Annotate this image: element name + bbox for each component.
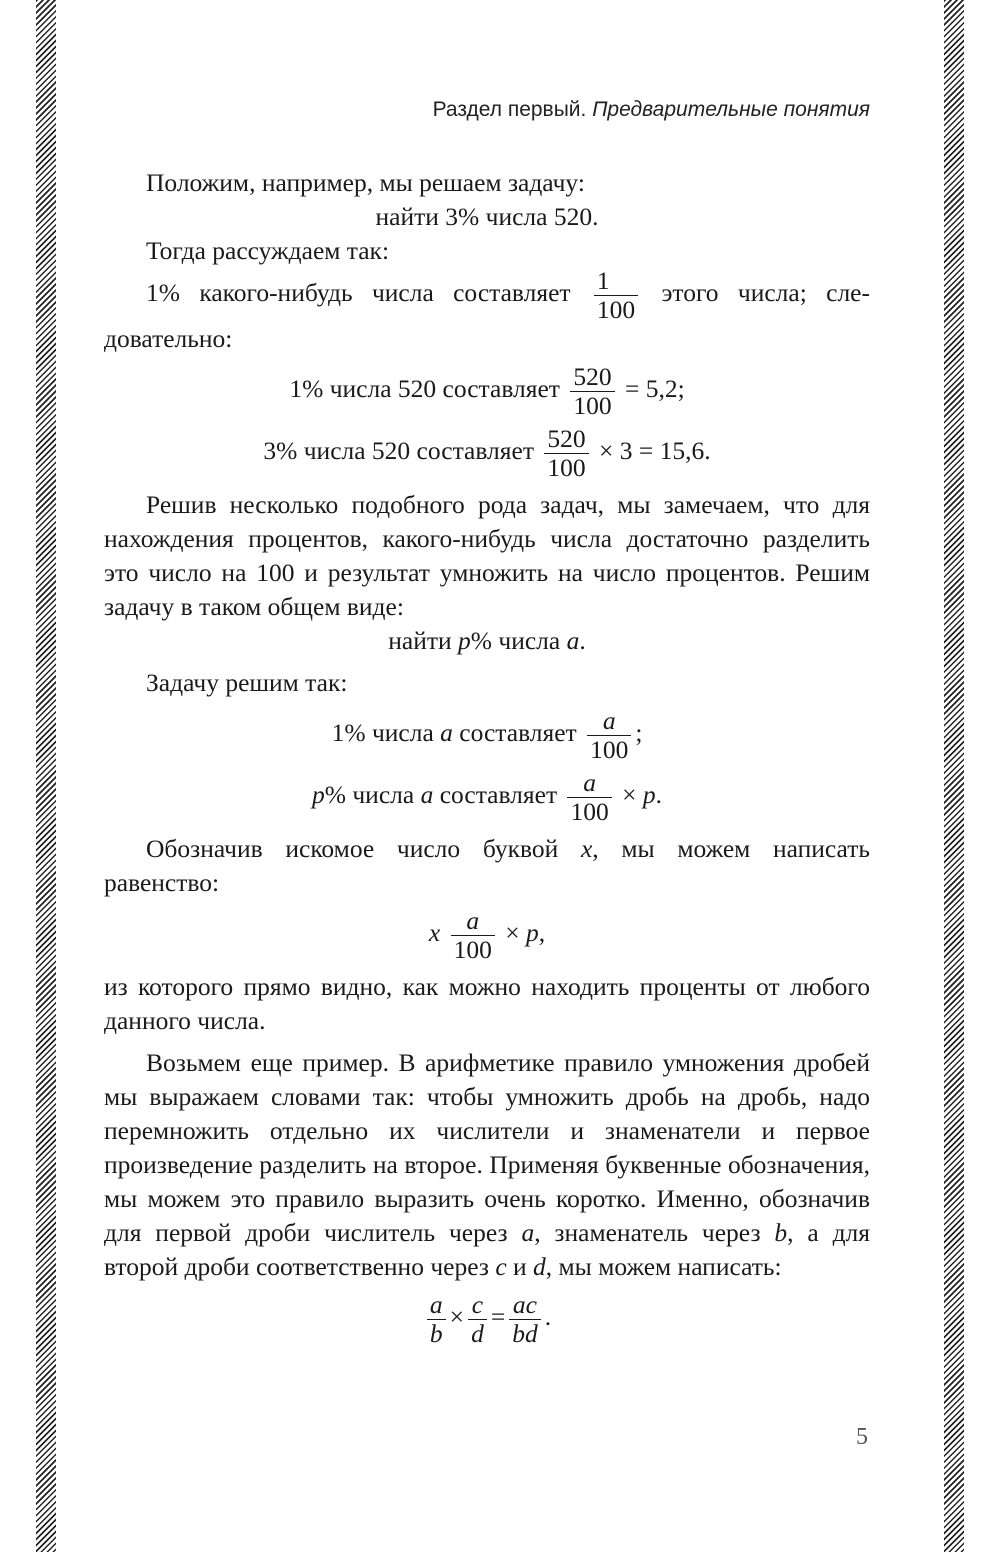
equation-1-fraction bbox=[570, 364, 614, 418]
paragraph-6-b: , мы можем написать равенство: bbox=[104, 834, 870, 897]
fraction-numerator: a bbox=[427, 1292, 446, 1320]
equation-3-fraction bbox=[587, 708, 631, 762]
fraction-denominator: 100 bbox=[547, 452, 586, 482]
page-body bbox=[104, 166, 870, 1346]
equation-3 bbox=[104, 708, 870, 762]
paragraph-3 bbox=[104, 268, 870, 322]
fraction-denominator: 100 bbox=[596, 294, 636, 324]
variable-a: a bbox=[521, 1218, 535, 1247]
fraction-1-100 bbox=[594, 268, 638, 322]
fraction-numerator: 520 bbox=[570, 364, 614, 392]
fraction-numerator: c bbox=[468, 1292, 487, 1320]
times-sign: × bbox=[449, 1301, 465, 1331]
task-2-end: . bbox=[579, 626, 586, 655]
fraction-numerator: 520 bbox=[544, 426, 588, 454]
variable-x: x bbox=[428, 917, 441, 947]
equation-3-left: 1% числа bbox=[331, 717, 441, 747]
page-number: 5 bbox=[856, 1424, 868, 1450]
variable-a: a bbox=[566, 626, 580, 655]
paragraph-3-line-2: довательно: bbox=[104, 324, 233, 353]
fraction-numerator: a bbox=[587, 708, 631, 736]
task-1: найти 3% числа 520. bbox=[375, 202, 599, 231]
equation-5 bbox=[104, 908, 870, 962]
fraction-denominator: 100 bbox=[570, 796, 609, 826]
paragraph-7: из которого прямо видно, как можно находить проценты от любого данного числа. bbox=[104, 972, 870, 1035]
fraction-numerator: a bbox=[567, 770, 611, 798]
paragraph-4: Решив несколько подобного рода задач, мы замечаем, что для нахождения процентов, какого-нибудь числа достаточно разделить это число на 100 и результат умножить на число процентов. Решим задачу в таком общем виде: bbox=[104, 490, 870, 621]
paragraph-3-end: этого числа; сле- bbox=[661, 277, 870, 307]
fraction-numerator: 1 bbox=[594, 268, 638, 296]
variable-d: d bbox=[533, 1252, 546, 1281]
equation-5-right: × bbox=[505, 917, 526, 947]
equation-6-end: . bbox=[544, 1301, 552, 1331]
equation-3-right: ; bbox=[635, 717, 643, 747]
equation-4-right: × bbox=[622, 779, 643, 809]
paragraph-8-c: , а для второй дроби соответственно через bbox=[104, 1218, 871, 1281]
equation-2-left: 3% числа 520 составляет bbox=[263, 435, 534, 465]
equation-4-fraction bbox=[567, 770, 611, 824]
equation-4-left: % числа bbox=[324, 779, 421, 809]
equation-1 bbox=[104, 364, 870, 418]
variable-p: p bbox=[311, 779, 325, 809]
equals-sign: = bbox=[490, 1301, 506, 1331]
task-2 bbox=[104, 624, 870, 658]
running-header bbox=[433, 98, 870, 122]
paragraph-3-start: 1% какого-нибудь числа составляет bbox=[146, 277, 571, 307]
fraction-denominator: 100 bbox=[453, 934, 492, 964]
variable-a: a bbox=[440, 717, 453, 747]
paragraph-5: Задачу решим так: bbox=[146, 668, 348, 697]
fraction-denominator: b bbox=[429, 1318, 443, 1348]
fraction-denominator: 100 bbox=[573, 390, 612, 420]
equation-5-fraction bbox=[451, 908, 495, 962]
task-2-text-a: найти bbox=[388, 626, 459, 655]
equation-6 bbox=[104, 1292, 870, 1346]
task-2-text-b: % числа bbox=[470, 626, 567, 655]
variable-x: x bbox=[580, 834, 593, 863]
header-chapter: Предварительные понятия bbox=[592, 98, 870, 121]
variable-b: b bbox=[774, 1218, 788, 1247]
fraction-numerator: ac bbox=[509, 1292, 541, 1320]
paragraph-6-a: Обозначив искомое число буквой bbox=[146, 834, 581, 863]
variable-c: c bbox=[495, 1252, 507, 1281]
variable-a: a bbox=[420, 779, 434, 809]
left-decorative-border bbox=[36, 0, 56, 1552]
header-section: Раздел первый. bbox=[432, 98, 587, 121]
paragraph-8-a: Возьмем еще пример. В арифметике правило умножения дробей мы выражаем словами так: чтобы умножить дробь на дробь, надо перемножить отдельно их числители и знаменатели и первое произведение разделить на второе. Применяя буквенные обозначения, мы можем это правило выразить очень коротко. Именно, обозначив для первой дроби числитель через bbox=[104, 1048, 870, 1247]
variable-p: p bbox=[458, 626, 471, 655]
variable-p: p bbox=[642, 779, 656, 809]
paragraph-8-e: , мы можем написать: bbox=[545, 1252, 782, 1281]
paragraph-8-d: и bbox=[506, 1252, 534, 1281]
equation-2 bbox=[104, 426, 870, 480]
paragraph-8 bbox=[104, 1046, 870, 1284]
equation-6-fraction-c-d bbox=[468, 1292, 487, 1346]
equation-1-right: = 5,2; bbox=[624, 373, 685, 403]
right-decorative-border bbox=[944, 0, 964, 1552]
paragraph-1: Положим, например, мы решаем задачу: bbox=[146, 168, 585, 197]
equation-6-fraction-a-b bbox=[427, 1292, 446, 1346]
equation-4 bbox=[104, 770, 870, 824]
equation-4-mid: составляет bbox=[433, 779, 558, 809]
paragraph-6 bbox=[104, 832, 870, 900]
fraction-numerator: a bbox=[451, 908, 495, 936]
equation-2-right: × 3 = 15,6. bbox=[598, 435, 711, 465]
variable-p: p bbox=[525, 917, 539, 947]
equation-1-left: 1% числа 520 составляет bbox=[289, 373, 560, 403]
equation-5-end: , bbox=[538, 917, 546, 947]
paragraph-8-b: , знаменатель через bbox=[534, 1218, 775, 1247]
equation-4-end: . bbox=[655, 779, 662, 809]
equation-6-fraction-ac-bd bbox=[509, 1292, 541, 1346]
fraction-denominator: d bbox=[471, 1318, 484, 1348]
fraction-denominator: bd bbox=[512, 1318, 538, 1348]
equation-2-fraction bbox=[544, 426, 588, 480]
fraction-denominator: 100 bbox=[590, 734, 629, 764]
equation-3-mid: составляет bbox=[452, 717, 577, 747]
paragraph-2: Тогда рассуждаем так: bbox=[146, 236, 390, 265]
